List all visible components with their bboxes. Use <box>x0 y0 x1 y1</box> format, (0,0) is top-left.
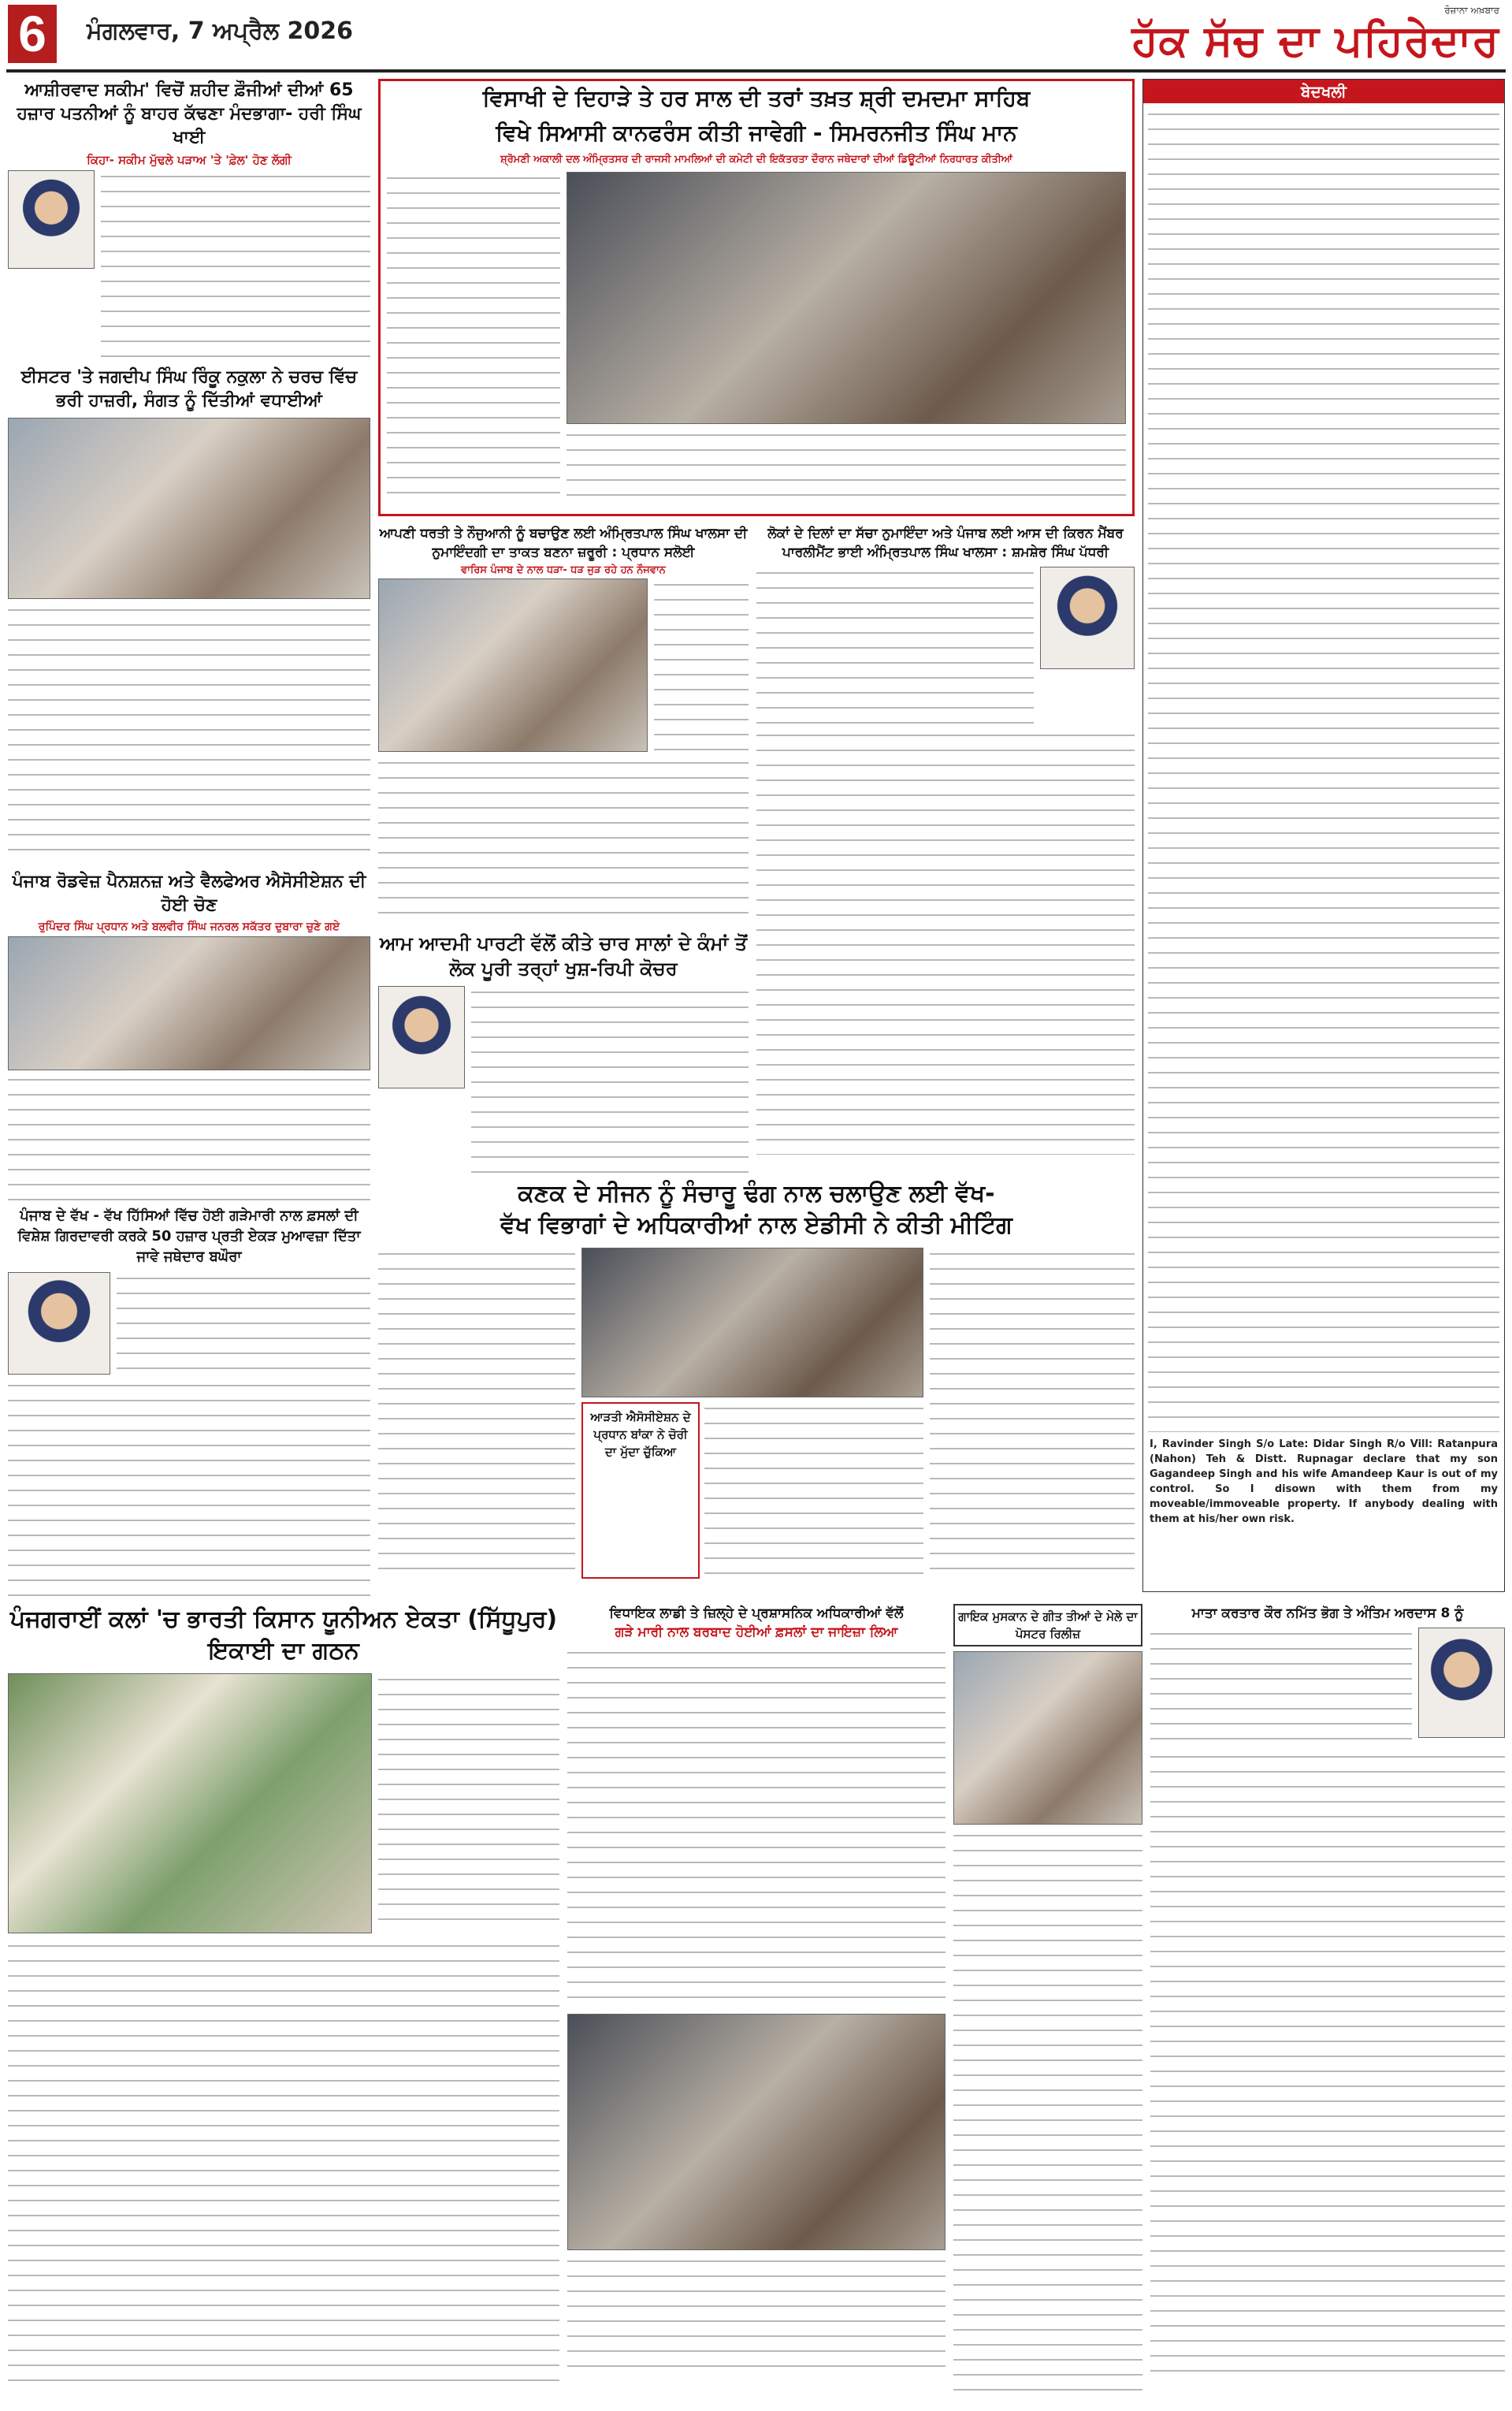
header-rule <box>6 69 1506 73</box>
lead-subhead: ਸ਼੍ਰੋਮਣੀ ਅਕਾਲੀ ਦਲ ਅੰਮ੍ਰਿਤਸਰ ਦੀ ਰਾਜਸੀ ਮਾਮਲਿਆਂ ਦੀ ਕਮੇਟੀ ਦੀ ਇਕੱਤਰਤਾ ਦੌਰਾਨ ਜਥੇਦਾਰਾਂ ਦੀਆਂ ਡਿਊਟੀਆਂ ਨਿਰਧਾਰਤ ਕੀਤੀਆਂ <box>500 154 1012 166</box>
lead-headline-1: ਵਿਸਾਖੀ ਦੇ ਦਿਹਾੜੇ ਤੇ ਹਰ ਸਾਲ ਦੀ ਤਰਾਂ ਤਖ਼ਤ ਸ਼੍ਰੀ ਦਮਦਮਾ ਸਾਹਿਬ <box>482 85 1031 111</box>
article-text <box>953 1829 1142 2397</box>
person-photo <box>1040 567 1135 669</box>
masthead <box>1132 5 1499 64</box>
person-photo <box>1418 1628 1505 1738</box>
roadways-photo <box>8 936 370 1070</box>
article-text <box>567 2255 945 2373</box>
article-text <box>101 170 370 359</box>
hailstorm-review-article <box>567 1604 945 2400</box>
headline-easter: ਈਸਟਰ 'ਤੇ ਜਗਦੀਪ ਸਿੰਘ ਰਿੰਕੂ ਨਕੁਲਾ ਨੇ ਚਰਚ ਵਿੱਚ ਭਰੀ ਹਾਜ਼ਰੀ, ਸੰਗਤ ਨੂੰ ਦਿੱਤੀਆਂ ਵਧਾਈਆਂ <box>20 367 358 411</box>
article-text <box>756 729 1135 1155</box>
article-text <box>654 579 749 752</box>
padhri-article <box>756 524 1135 1178</box>
article-text <box>8 1073 370 1206</box>
disowning-notices <box>1142 79 1505 1592</box>
obituary-article <box>1150 1604 1505 2400</box>
lead-story <box>378 79 1135 516</box>
easter-photo <box>8 418 370 599</box>
kisan-union-article <box>8 1604 559 2400</box>
headline-ladi-1: ਵਿਧਾਇਕ ਲਾਡੀ ਤੇ ਜ਼ਿਲ੍ਹੇ ਦੇ ਪ੍ਰਸ਼ਾਸਨਿਕ ਅਧਿਕਾਰੀਆਂ ਵੱਲੋਂ <box>609 1605 904 1621</box>
subhead-salohi: ਵਾਰਿਸ ਪੰਜਾਬ ਦੇ ਨਾਲ ਧੜਾ- ਧੜ ਜੁੜ ਰਹੇ ਹਨ ਨੌਜਵਾਨ <box>461 564 666 576</box>
article-text <box>1150 1628 1412 1746</box>
article-text <box>8 1379 370 1596</box>
meeting-photo <box>581 1248 923 1397</box>
wheat-article <box>378 1178 1135 1596</box>
masthead-name: ਹੱਕ ਸੱਚ ਦਾ ਪਹਿਰੇਦਾਰ <box>1131 15 1499 65</box>
article-text <box>756 567 1034 724</box>
headline-aap: ਆਮ ਆਦਮੀ ਪਾਰਟੀ ਵੱਲੋਂ ਕੀਤੇ ਚਾਰ ਸਾਲਾਂ ਦੇ ਕੰਮਾਂ ਤੋਂ ਲੋਕ ਪੂਰੀ ਤਰ੍ਹਾਂ ਖੁਸ਼-ਰਿਪੀ ਕੋਚਰ <box>379 932 748 980</box>
article-text <box>378 757 749 926</box>
article-text <box>378 1673 559 1933</box>
person-photo <box>378 986 465 1088</box>
group-photo <box>378 579 648 752</box>
subhead-ashirwad: ਕਿਹਾ- ਸਕੀਮ ਮੁੱਢਲੇ ਪੜਾਅ 'ਤੇ 'ਫ਼ੇਲ' ਹੋਣ ਲੱਗੀ <box>87 153 292 167</box>
headline-ashirwad: ਆਸ਼ੀਰਵਾਦ ਸਕੀਮ' ਵਿਚੋਂ ਸ਼ਹੀਦ ਫ਼ੌਜੀਆਂ ਦੀਆਂ 65 ਹਜ਼ਾਰ ਪਤਨੀਆਂ ਨੂੰ ਬਾਹਰ ਕੱਢਣਾ ਮੰਦਭਾਗਾ- ਹਰੀ ਸਿੰਘ ਖਾਈ <box>17 80 362 147</box>
amritpal-article <box>378 524 749 1178</box>
field-photo <box>567 2014 945 2250</box>
article-text <box>8 1940 559 2381</box>
lead-headline-2: ਵਿਖੇ ਸਿਆਸੀ ਕਾਨਫਰੰਸ ਕੀਤੀ ਜਾਵੇਗੀ - ਸਿਮਰਨਜੀਤ ਸਿੰਘ ਮਾਨ <box>496 120 1017 146</box>
hailstorm-article <box>8 1206 370 1596</box>
masthead-tag: ਰੋਜ਼ਾਨਾ ਅਖ਼ਬਾਰ <box>1444 5 1499 16</box>
headline-ladi-2: ਗੜੇ ਮਾਰੀ ਨਾਲ ਬਰਬਾਦ ਹੋਈਆਂ ਫ਼ਸਲਾਂ ਦਾ ਜਾਇਜ਼ਾ ਲਿਆ <box>615 1624 898 1640</box>
subhead-roadways: ਰੁਪਿੰਦਰ ਸਿੰਘ ਪ੍ਰਧਾਨ ਅਤੇ ਬਲਵੀਰ ਸਿੰਘ ਜਨਰਲ ਸਕੱਤਰ ਦੁਬਾਰਾ ਚੁਣੇ ਗਏ <box>38 921 340 933</box>
headline-muskan: ਗਾਇਕ ਮੁਸਕਾਨ ਦੇ ਗੀਤ ਤੀਆਂ ਦੇ ਮੇਲੇ ਦਾ ਪੋਸਟਰ ਰਿਲੀਜ਼ <box>953 1604 1142 1646</box>
poster-photo <box>953 1651 1142 1825</box>
article-text <box>567 429 1126 497</box>
article-text <box>1150 1751 1505 2373</box>
headline-hailstorm: ਪੰਜਾਬ ਦੇ ਵੱਖ - ਵੱਖ ਹਿੱਸਿਆਂ ਵਿੱਚ ਹੋਈ ਗੜੇਮਾਰੀ ਨਾਲ ਫ਼ਸਲਾਂ ਦੀ ਵਿਸ਼ੇਸ਼ ਗਿਰਦਾਵਰੀ ਕਰਕੇ 50 ਹਜ਼ਾਰ ਪ੍ਰਤੀ ਏਕੜ ਮੁਆਵਜ਼ਾ ਦਿੱਤਾ ਜਾਵੇ ਜਥੇਦਾਰ ਬਘੌਰਾ <box>17 1207 361 1265</box>
headline-roadways: ਪੰਜਾਬ ਰੋਡਵੇਜ਼ ਪੈਨਸ਼ਨਜ਼ ਅਤੇ ਵੈਲਫੇਅਰ ਐਸੋਸੀਏਸ਼ਨ ਦੀ ਹੋਈ ਚੋਣ <box>12 872 366 915</box>
headline-bhog: ਮਾਤਾ ਕਰਤਾਰ ਕੌਰ ਨਮਿੱਤ ਭੋਗ ਤੇ ਅੰਤਿਮ ਅਰਦਾਸ 8 ਨੂੰ <box>1191 1605 1464 1621</box>
headline-padhri: ਲੋਕਾਂ ਦੇ ਦਿਲਾਂ ਦਾ ਸੱਚਾ ਨੁਮਾਇੰਦਾ ਅਤੇ ਪੰਜਾਬ ਲਈ ਆਸ ਦੀ ਕਿਰਨ ਮੈਂਬਰ ਪਾਰਲੀਮੈਂਟ ਭਾਈ ਅੰਮ੍ਰਿਤਪਾਲ ਸਿੰਘ ਖਾਲਸਾ : ਸ਼ਮਸ਼ੇਰ ਸਿੰਘ ਪੱਧਰੀ <box>767 526 1124 560</box>
english-notice: I, Ravinder Singh S/o Late: Didar Singh R/o Vill: Ratanpura (Nahon) Teh & Distt. Rupnagar declare that my son Gagandeep Singh and his wife Amandeep Kaur is out of my control. So I disown with them from my moveable/immoveable property. If anybody dealing with them at his/her own risk. <box>1150 1438 1498 1525</box>
article-text <box>471 986 749 1175</box>
meeting-photo <box>567 172 1126 424</box>
union-photo <box>8 1673 372 1933</box>
poster-release-article <box>953 1604 1142 2400</box>
article-text <box>378 1248 575 1579</box>
person-photo <box>8 170 95 269</box>
article-text <box>387 172 560 497</box>
notices-text <box>1148 108 1499 1432</box>
article-text <box>567 1646 945 2009</box>
headline-salohi: ਆਪਣੀ ਧਰਤੀ ਤੇ ਨੌਜੁਆਨੀ ਨੂੰ ਬਚਾਉਣ ਲਈ ਅੰਮ੍ਰਿਤਪਾਲ ਸਿੰਘ ਖਾਲਸਾ ਦੀ ਨੁਮਾਇੰਦਗੀ ਦਾ ਤਾਕਤ ਬਣਨਾ ਜ਼ਰੂਰੀ : ਪ੍ਰਧਾਨ ਸਲੋਈ <box>379 526 748 560</box>
headline-wheat-2: ਵੱਖ ਵਿਭਾਗਾਂ ਦੇ ਅਧਿਕਾਰੀਆਂ ਨਾਲ ਏਡੀਸੀ ਨੇ ਕੀਤੀ ਮੀਟਿੰਗ <box>500 1211 1012 1239</box>
left-column <box>8 79 370 1206</box>
issue-date: ਮੰਗਲਵਾਰ, 7 ਅਪ੍ਰੈਲ 2026 <box>87 17 353 45</box>
article-text <box>8 604 370 864</box>
page-number: 6 <box>8 5 57 63</box>
headline-wheat-1: ਕਣਕ ਦੇ ਸੀਜਨ ਨੂੰ ਸੰਚਾਰੂ ਢੰਗ ਨਾਲ ਚਲਾਉਣ ਲਈ ਵੱਖ- <box>518 1180 995 1207</box>
article-text <box>930 1248 1135 1579</box>
highlight-box: ਆੜਤੀ ਐਸੋਸੀਏਸ਼ਨ ਦੇ ਪ੍ਰਧਾਨ ਬਾਂਕਾ ਨੇ ਚੋਰੀ ਦਾ ਮੁੱਦਾ ਚੁੱਕਿਆ <box>581 1402 700 1579</box>
notices-title: ਬੇਦਖਲੀ <box>1143 80 1504 103</box>
headline-kisan: ਪੰਜਗਰਾਈਂ ਕਲਾਂ 'ਚ ਭਾਰਤੀ ਕਿਸਾਨ ਯੂਨੀਅਨ ਏਕਤਾ (ਸਿੱਧੂਪੁਰ) ਇਕਾਈ ਦਾ ਗਠਨ <box>9 1605 558 1665</box>
person-photo <box>8 1272 110 1375</box>
article-text <box>704 1402 923 1579</box>
article-text <box>117 1272 370 1375</box>
